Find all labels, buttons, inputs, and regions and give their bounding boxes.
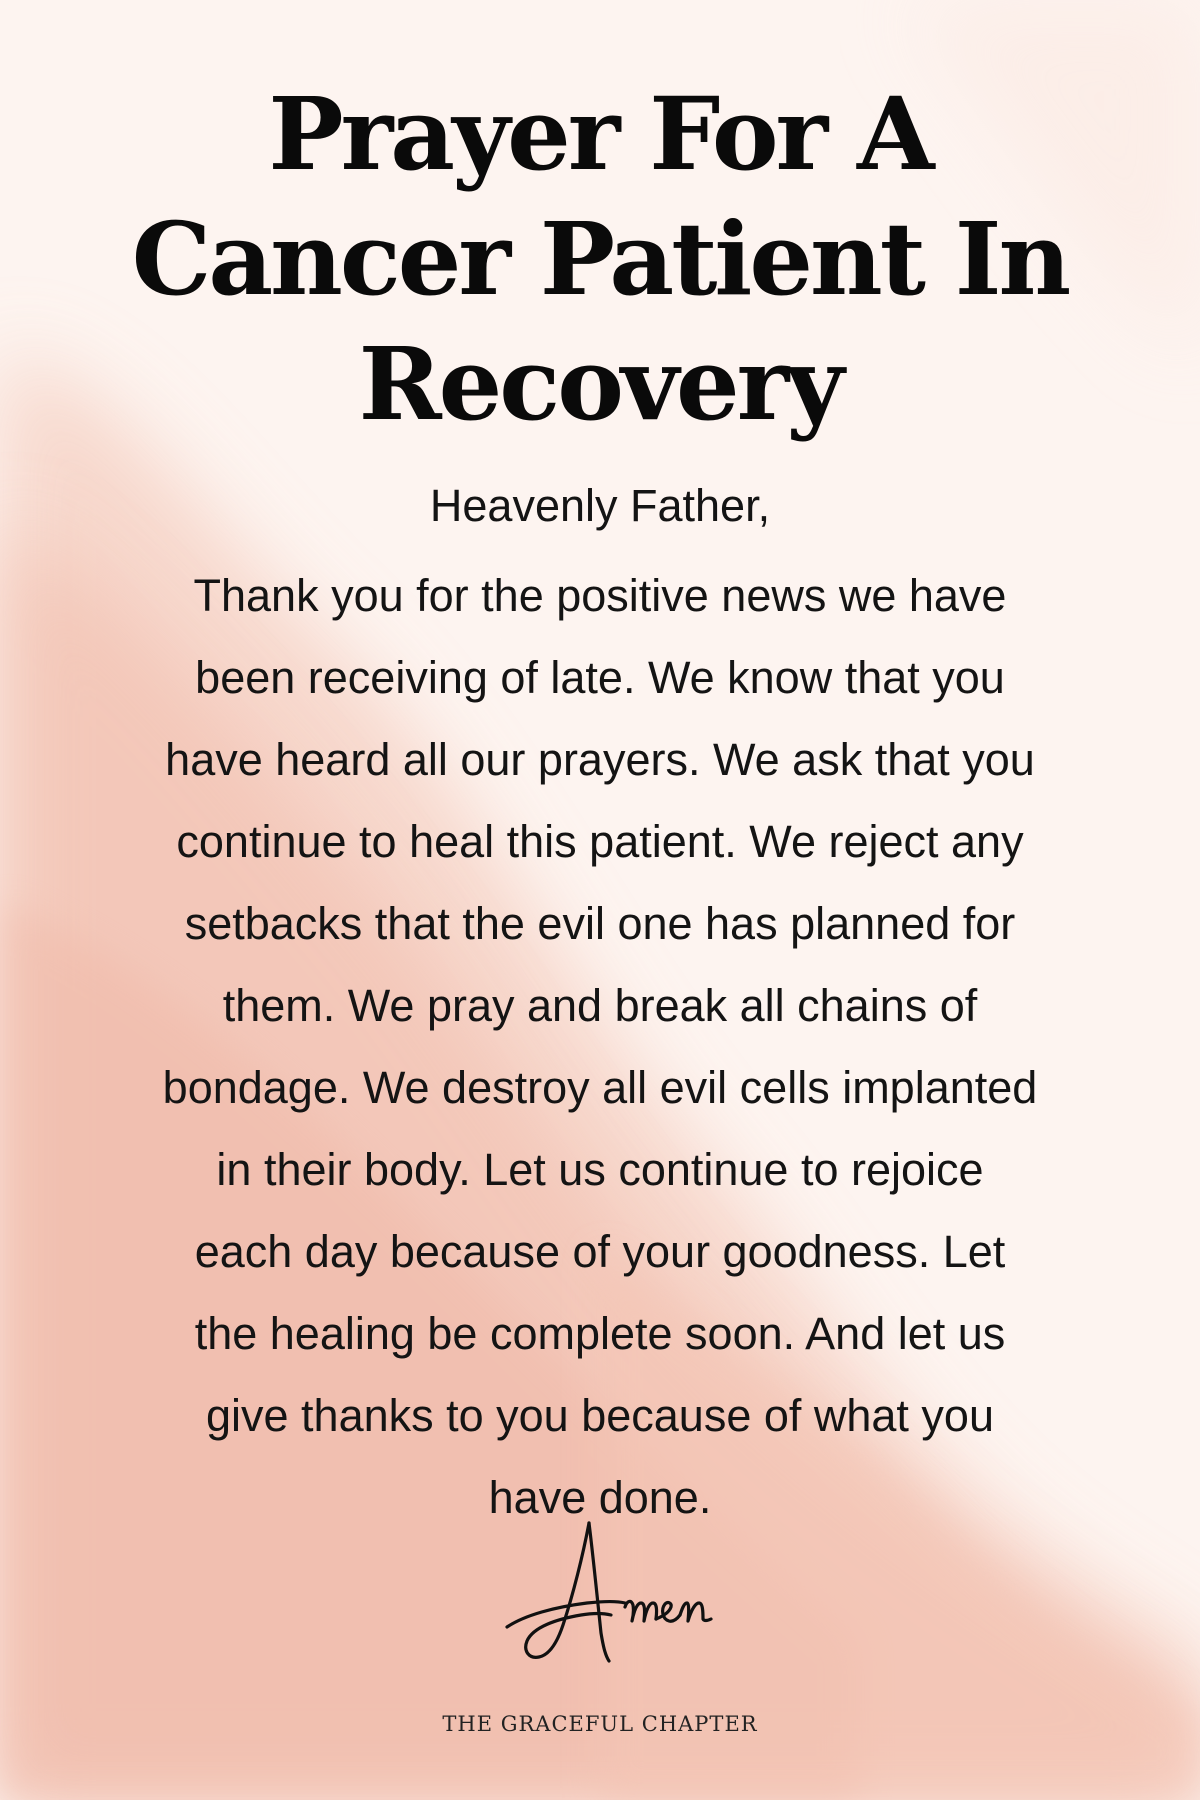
prayer-line: setbacks that the evil one has planned for xyxy=(184,898,1016,949)
prayer-line: Thank you for the positive news we have xyxy=(193,570,1007,621)
prayer-line: have heard all our prayers. We ask that you xyxy=(165,734,1035,785)
page-title xyxy=(60,72,1140,447)
prayer-line: each day because of your goodness. Let xyxy=(194,1226,1006,1277)
amen-signature xyxy=(485,1515,715,1675)
prayer-body xyxy=(0,555,1200,1539)
title-line: Recovery xyxy=(358,325,842,443)
prayer-line: continue to heal this patient. We reject any xyxy=(176,816,1024,867)
prayer-line: been receiving of late. We know that you xyxy=(195,652,1005,703)
prayer-line: have done. xyxy=(488,1472,712,1523)
brand-footer: THE GRACEFUL CHAPTER xyxy=(442,1712,758,1736)
prayer-line: the healing be complete soon. And let us xyxy=(194,1308,1006,1359)
greeting: Heavenly Father, xyxy=(429,480,771,531)
amen-signature-script xyxy=(485,1515,715,1675)
prayer-line: bondage. We destroy all evil cells implanted xyxy=(162,1062,1038,1113)
title-line: Cancer Patient In xyxy=(131,200,1069,318)
prayer-line: in their body. Let us continue to rejoice xyxy=(216,1144,984,1195)
title-line: Prayer For A xyxy=(268,75,932,193)
prayer-line: them. We pray and break all chains of xyxy=(222,980,978,1031)
prayer-line: give thanks to you because of what you xyxy=(205,1390,994,1441)
